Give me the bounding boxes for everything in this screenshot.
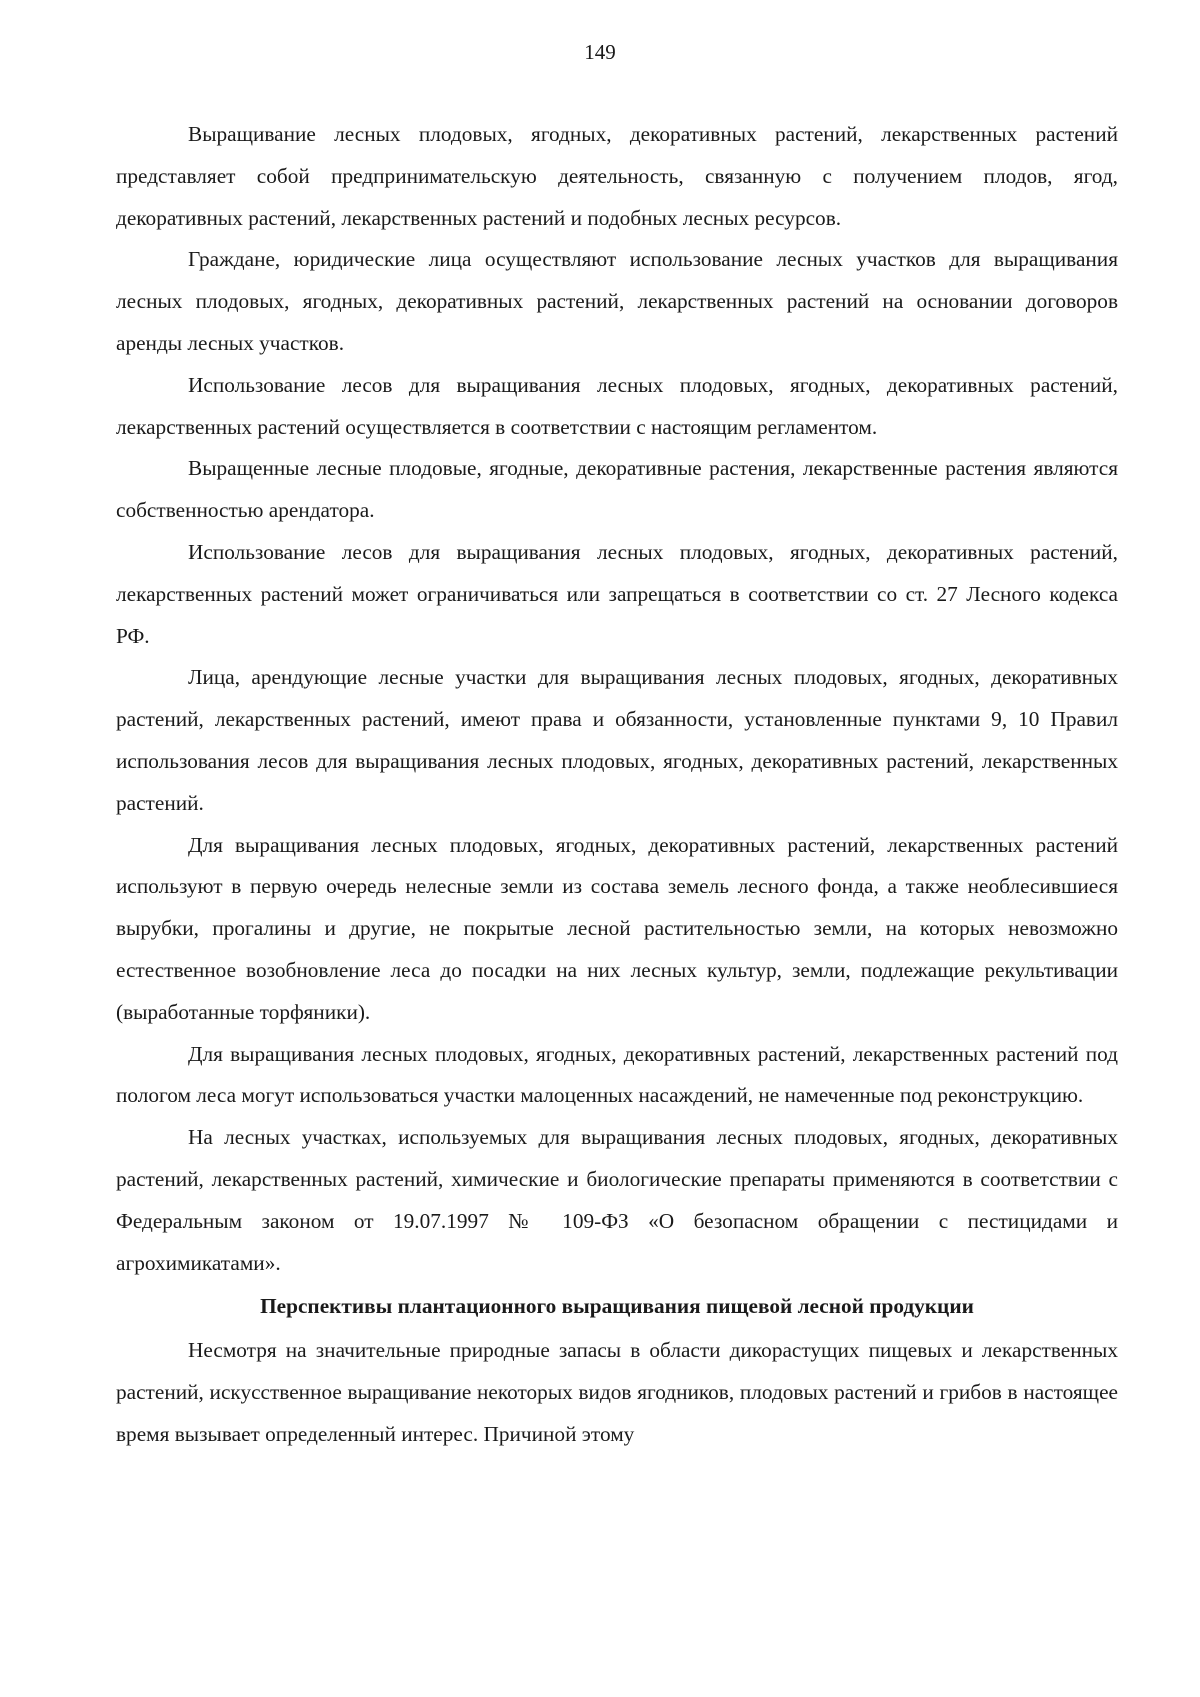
paragraph: Для выращивания лесных плодовых, ягодных, декоративных растений, лекарственных растений под пологом леса могут использоваться участки малоценных насаждений, не намеченные под реконструкцию. <box>116 1041 1118 1108</box>
paragraph: Выращенные лесные плодовые, ягодные, декоративные растения, лекарственные растения являются собственностью арендатора. <box>116 456 1118 523</box>
paragraph: Лица, арендующие лесные участки для выращивания лесных плодовых, ягодных, декоративных растений, лекарственных растений, имеют права и обязанности, установленные пунктами 9, 10 Правил использования лесов для выращивания лесных плодовых, ягодных, декоративных растений, лекарственных растений. <box>116 665 1118 815</box>
paragraph: Использование лесов для выращивания лесных плодовых, ягодных, декоративных растений, лекарственных растений может ограничиваться или запрещаться в соответствии со ст. 27 Лесного кодекса РФ. <box>116 539 1118 648</box>
paragraph: Использование лесов для выращивания лесных плодовых, ягодных, декоративных растений, лекарственных растений осуществляется в соответствии с настоящим регламентом. <box>116 372 1118 439</box>
page-number: 149 <box>584 40 616 64</box>
paragraph: Для выращивания лесных плодовых, ягодных, декоративных растений, лекарственных растений используют в первую очередь нелесные земли из состава земель лесного фонда, а также необлесившиеся вырубки, прогалины и другие, не покрытые лесной растительностью земли, на которых невозможно естественное возобновление леса до посадки на них лесных культур, земли, подлежащие рекультивации (выработанные торфяники). <box>116 832 1118 1024</box>
document-body <box>116 114 1118 1456</box>
paragraph: Несмотря на значительные природные запасы в области дикорастущих пищевых и лекарственных растений, искусственное выращивание некоторых видов ягодников, плодовых растений и грибов в настоящее время вызывает определенный интерес. Причиной этому <box>116 1338 1118 1446</box>
paragraph: Выращивание лесных плодовых, ягодных, декоративных растений, лекарственных растений представляет собой предпринимательскую деятельность, связанную с получением плодов, ягод, декоративных растений, лекарственных растений и подобных лесных ресурсов. <box>116 122 1118 230</box>
paragraph: На лесных участках, используемых для выращивания лесных плодовых, ягодных, декоративных растений, лекарственных растений, химические и биологические препараты применяются в соответствии с Федеральным законом от 19.07.1997 № 109-ФЗ «О безопасном обращении с пестицидами и агрохимикатами». <box>116 1125 1118 1275</box>
section-heading: Перспективы плантационного выращивания пищевой лесной продукции <box>260 1294 974 1319</box>
paragraph: Граждане, юридические лица осуществляют использование лесных участков для выращивания лесных плодовых, ягодных, декоративных растений, лекарственных растений на основании договоров аренды лесных участков. <box>116 247 1118 355</box>
